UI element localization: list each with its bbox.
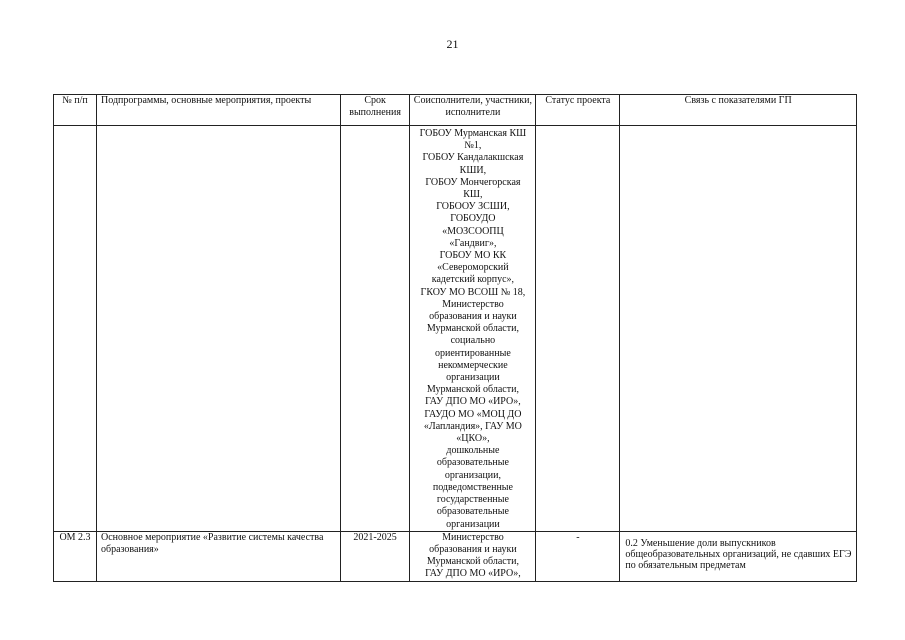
executor-line: ГОБОУ Мурманская КШ [419, 128, 527, 139]
executor-line: ГОБОУ Кандалакшская [422, 152, 524, 164]
cell-name-empty [97, 126, 341, 532]
executor-line: кадетский корпус», [431, 274, 515, 286]
executor-line: «МОЗСООПЦ [442, 225, 504, 237]
executor-line: «Североморский [437, 262, 509, 274]
header-number: № п/п [54, 95, 97, 126]
cell-executors [410, 531, 536, 581]
executor-line: образовательные [436, 506, 509, 518]
header-executors: Соисполнители, участники, исполнители [410, 95, 536, 126]
cell-number: ОМ 2.3 [54, 531, 97, 581]
cell-measure-name: Основное мероприятие «Развитие системы качества образования» [97, 531, 341, 581]
executor-line: образовательные [436, 457, 509, 469]
cell-indicator-link: 0.2 Уменьшение доли выпускников общеобразовательных организаций, не сдавших ЕГЭ по обязательным предметам [620, 531, 857, 581]
table-row-om-2-3 [54, 531, 857, 581]
executor-line: Мурманской области, [426, 384, 519, 396]
cell-executors [410, 126, 536, 532]
table-header-row [54, 95, 857, 126]
executor-line: «Гандвиг», [449, 237, 497, 249]
table-row-continuation [54, 126, 857, 532]
executor-line: «Лапландия», ГАУ МО [423, 420, 522, 432]
executor-line: государственные [436, 494, 509, 506]
cell-term: 2021-2025 [340, 531, 410, 581]
executor-line: ГАУДО МО «МОЦ ДО [424, 408, 522, 420]
header-term: Срок выполнения [340, 95, 410, 126]
executor-line: образования и науки [429, 543, 517, 555]
executor-line: №1, [464, 140, 482, 152]
executor-line: ГОБОУ МО КК [439, 250, 507, 262]
executor-line: некоммерческие [438, 359, 508, 371]
header-status: Статус проекта [536, 95, 620, 126]
executor-line: Министерство [442, 298, 504, 310]
page-number: 21 [446, 37, 459, 51]
executor-line: социально [450, 335, 496, 347]
executor-line: образования и науки [429, 311, 517, 323]
header-subprograms: Подпрограммы, основные мероприятия, проекты [97, 95, 341, 126]
executor-line: ориентированные [435, 347, 511, 359]
executor-line: ГАУ ДПО МО «ИРО», [425, 396, 521, 408]
cell-link-empty [620, 126, 857, 532]
executor-line: КШИ, [459, 164, 487, 176]
executor-line: ГОБООУ ЗСШИ, [436, 201, 510, 213]
executor-line: «ЦКО», [456, 433, 490, 445]
executor-line: ГОБОУ Мончегорская [425, 176, 521, 188]
executor-line: ГАУ ДПО МО «ИРО», [425, 568, 521, 580]
executor-line: Министерство [442, 531, 504, 543]
cell-term-empty [340, 126, 410, 532]
executor-line: организации [446, 518, 500, 530]
executor-line: организации, [444, 469, 501, 481]
executor-line: дошкольные [446, 445, 500, 457]
cell-number-empty [54, 126, 97, 532]
executor-line: организации [446, 372, 500, 384]
executor-line: ГКОУ МО ВСОШ № 18, [420, 286, 526, 298]
header-indicators-link: Связь с показателями ГП [620, 95, 857, 126]
cell-status-empty [536, 126, 620, 532]
measures-table [53, 94, 857, 582]
cell-status: - [536, 531, 620, 581]
executor-line: подведомственные [432, 481, 513, 493]
executor-line: ГОБОУДО [450, 213, 496, 225]
executor-line: КШ, [463, 189, 483, 201]
executor-line: Мурманской области, [426, 556, 519, 568]
executor-line: Мурманской области, [426, 323, 519, 335]
